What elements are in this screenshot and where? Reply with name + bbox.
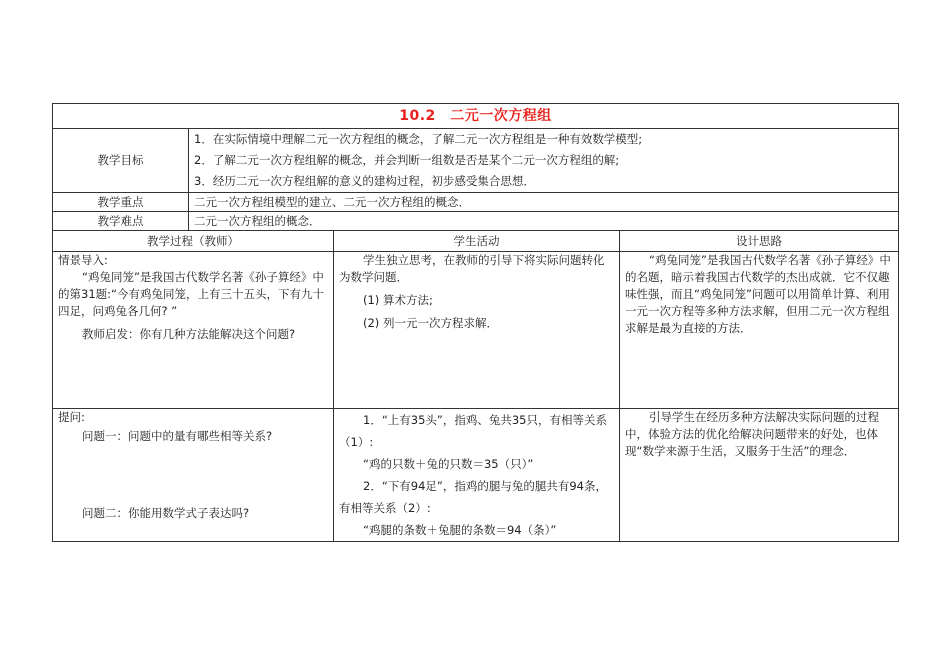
section1-teacher	[53, 252, 334, 409]
section2-teacher	[53, 409, 334, 542]
difficulties-text: 二元一次方程组的概念．	[189, 212, 899, 231]
key-points-label: 教学重点	[53, 193, 189, 212]
section2-design: 引导学生在经历多种方法解决实际问题的过程中，体验方法的优化给解决问题带来的好处，也体现“数学来源于生活，又服务于生活”的理念．	[620, 409, 899, 542]
difficulties-label: 教学难点	[53, 212, 189, 231]
objectives-list	[189, 129, 899, 193]
column-header-design: 设计思路	[620, 231, 899, 252]
section2-student	[334, 409, 620, 542]
question-two: 问题二：你能用数学式子表达吗?	[82, 506, 250, 520]
relation-two: 2．“下有94足”，指鸡的腿与兔的腿共有94条，有相等关系（2）:	[339, 479, 607, 515]
objective-item: 1．在实际情境中理解二元一次方程组的概念，了解二元一次方程组是一种有效数学模型;	[194, 132, 643, 146]
student-method: (2) 列一元一次方程求解．	[363, 316, 498, 330]
teacher-prompt: 教师启发：你有几种方法能解决这个问题?	[82, 327, 296, 341]
question-one: 问题一：问题中的量有哪些相等关系?	[82, 429, 273, 443]
relation-one: 1．“上有35头”，指鸡、兔共35只，有相等关系（1）:	[339, 413, 607, 449]
question-heading: 提问:	[58, 410, 85, 424]
lesson-title: 10.2 二元一次方程组	[53, 104, 899, 129]
intro-heading: 情景导入:	[58, 253, 108, 267]
objective-item: 3．经历二元一次方程组解的意义的建构过程，初步感受集合思想．	[194, 174, 535, 188]
section1-student	[334, 252, 620, 409]
objective-item: 2．了解二元一次方程组解的概念，并会判断一组数是否是某个二元一次方程组的解;	[194, 153, 620, 167]
section1-design: “鸡兔同笼”是我国古代数学名著《孙子算经》中的名题，暗示着我国古代数学的杰出成就．它不仅趣味性强，而且“鸡兔同笼”问题可以用简单计算、利用一元一次方程等多种方法求解，但用二元一次方程组求解是最为直接的方法．	[620, 252, 899, 409]
key-points-text: 二元一次方程组模型的建立、二元一次方程组的概念．	[189, 193, 899, 212]
lesson-plan-table	[52, 103, 899, 542]
student-activity: 学生独立思考，在教师的引导下将实际问题转化为数学问题．	[339, 253, 605, 284]
column-header-teacher: 教学过程（教师）	[53, 231, 334, 252]
intro-problem: “鸡兔同笼”是我国古代数学名著《孙子算经》中的第31题:“今有鸡兔同笼，上有三十五头，下有九十四足，问鸡兔各几何? ”	[58, 270, 324, 318]
relation-two-formula: “鸡腿的条数＋兔腿的条数＝94（条）”	[363, 523, 557, 537]
student-method: (1) 算术方法;	[363, 293, 433, 307]
objectives-label: 教学目标	[53, 129, 189, 193]
relation-one-formula: “鸡的只数＋兔的只数＝35（只）”	[363, 457, 534, 471]
column-header-student: 学生活动	[334, 231, 620, 252]
